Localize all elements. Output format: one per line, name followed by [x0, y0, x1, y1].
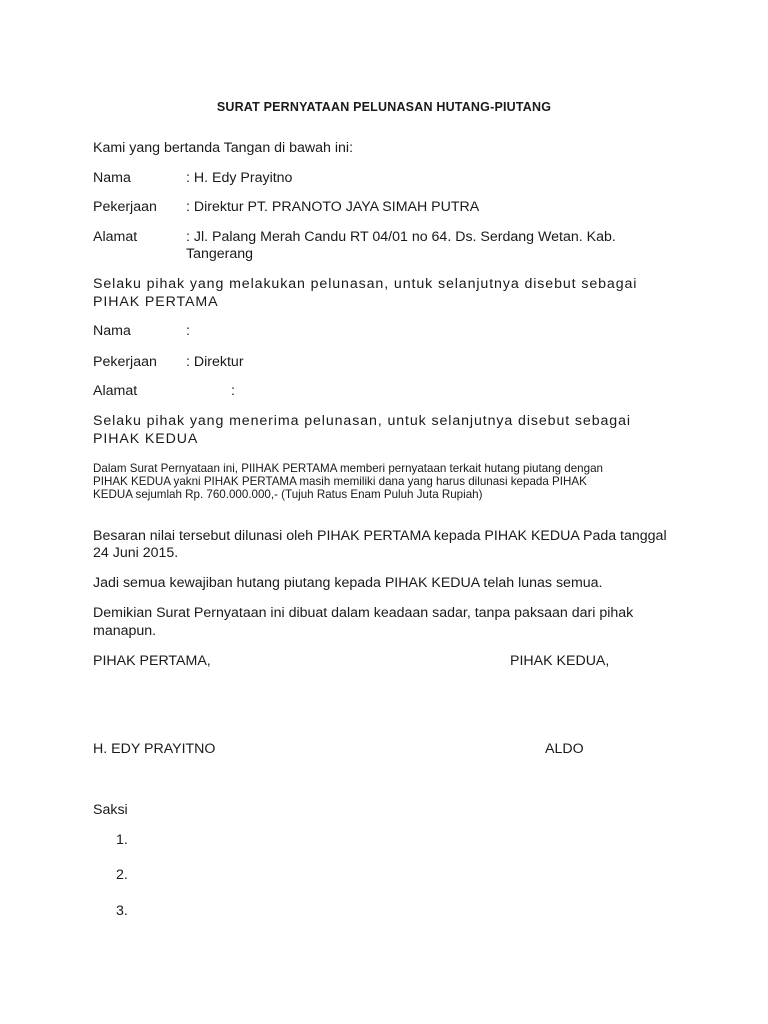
party2-role-line2: PIHAK KEDUA — [93, 431, 199, 447]
party1-signature-heading: PIHAK PERTAMA, — [93, 653, 211, 669]
witness-label: Saksi — [93, 802, 128, 818]
witness-item-3: 3. — [116, 903, 128, 919]
party1-signature-name: H. EDY PRAYITNO — [93, 741, 216, 757]
payment-line2: 24 Juni 2015. — [93, 545, 179, 561]
statement-line3: KEDUA sejumlah Rp. 760.000.000,- (Tujuh Ratus Enam Puluh Juta Rupiah) — [93, 488, 483, 501]
party2-role-line1: Selaku pihak yang menerima pelunasan, untuk selanjutnya disebut sebagai — [93, 413, 631, 429]
party1-nama-label: Nama — [93, 170, 131, 186]
party2-signature-heading: PIHAK KEDUA, — [510, 653, 610, 669]
party1-role-line2: PIHAK PERTAMA — [93, 294, 219, 310]
settled-text: Jadi semua kewajiban hutang piutang kepada PIHAK KEDUA telah lunas semua. — [93, 575, 603, 591]
party2-alamat-value: : — [231, 383, 235, 399]
party2-pekerjaan-label: Pekerjaan — [93, 354, 157, 370]
witness-item-2: 2. — [116, 867, 128, 883]
party1-pekerjaan-value: : Direktur PT. PRANOTO JAYA SIMAH PUTRA — [186, 199, 480, 215]
party2-nama-value: : — [186, 323, 190, 339]
intro-text: Kami yang bertanda Tangan di bawah ini: — [93, 140, 354, 156]
document-title: SURAT PERNYATAAN PELUNASAN HUTANG-PIUTANG — [216, 100, 552, 114]
statement-line2: PIHAK KEDUA yakni PIHAK PERTAMA masih memiliki dana yang harus dilunasi kepada PIHAK — [93, 475, 587, 488]
closing-line2: manapun. — [93, 623, 157, 639]
party1-alamat-value: : Jl. Palang Merah Candu RT 04/01 no 64. Ds. Serdang Wetan. Kab. — [186, 229, 616, 245]
payment-line1: Besaran nilai tersebut dilunasi oleh PIHAK PERTAMA kepada PIHAK KEDUA Pada tanggal — [93, 528, 667, 544]
party1-alamat-value-cont: Tangerang — [186, 246, 254, 262]
party2-alamat-label: Alamat — [93, 383, 138, 399]
party1-alamat-label: Alamat — [93, 229, 138, 245]
party1-role-line1: Selaku pihak yang melakukan pelunasan, untuk selanjutnya disebut sebagai — [93, 276, 638, 292]
statement-line1: Dalam Surat Pernyataan ini, PIIHAK PERTAMA memberi pernyataan terkait hutang piutang dengan — [93, 462, 603, 475]
witness-item-1: 1. — [116, 832, 128, 848]
party1-nama-value: : H. Edy Prayitno — [186, 170, 293, 186]
party1-pekerjaan-label: Pekerjaan — [93, 199, 157, 215]
party2-nama-label: Nama — [93, 323, 131, 339]
party2-pekerjaan-value: : Direktur — [186, 354, 244, 370]
closing-line1: Demikian Surat Pernyataan ini dibuat dalam keadaan sadar, tanpa paksaan dari pihak — [93, 605, 634, 621]
party2-signature-name: ALDO — [545, 741, 584, 757]
